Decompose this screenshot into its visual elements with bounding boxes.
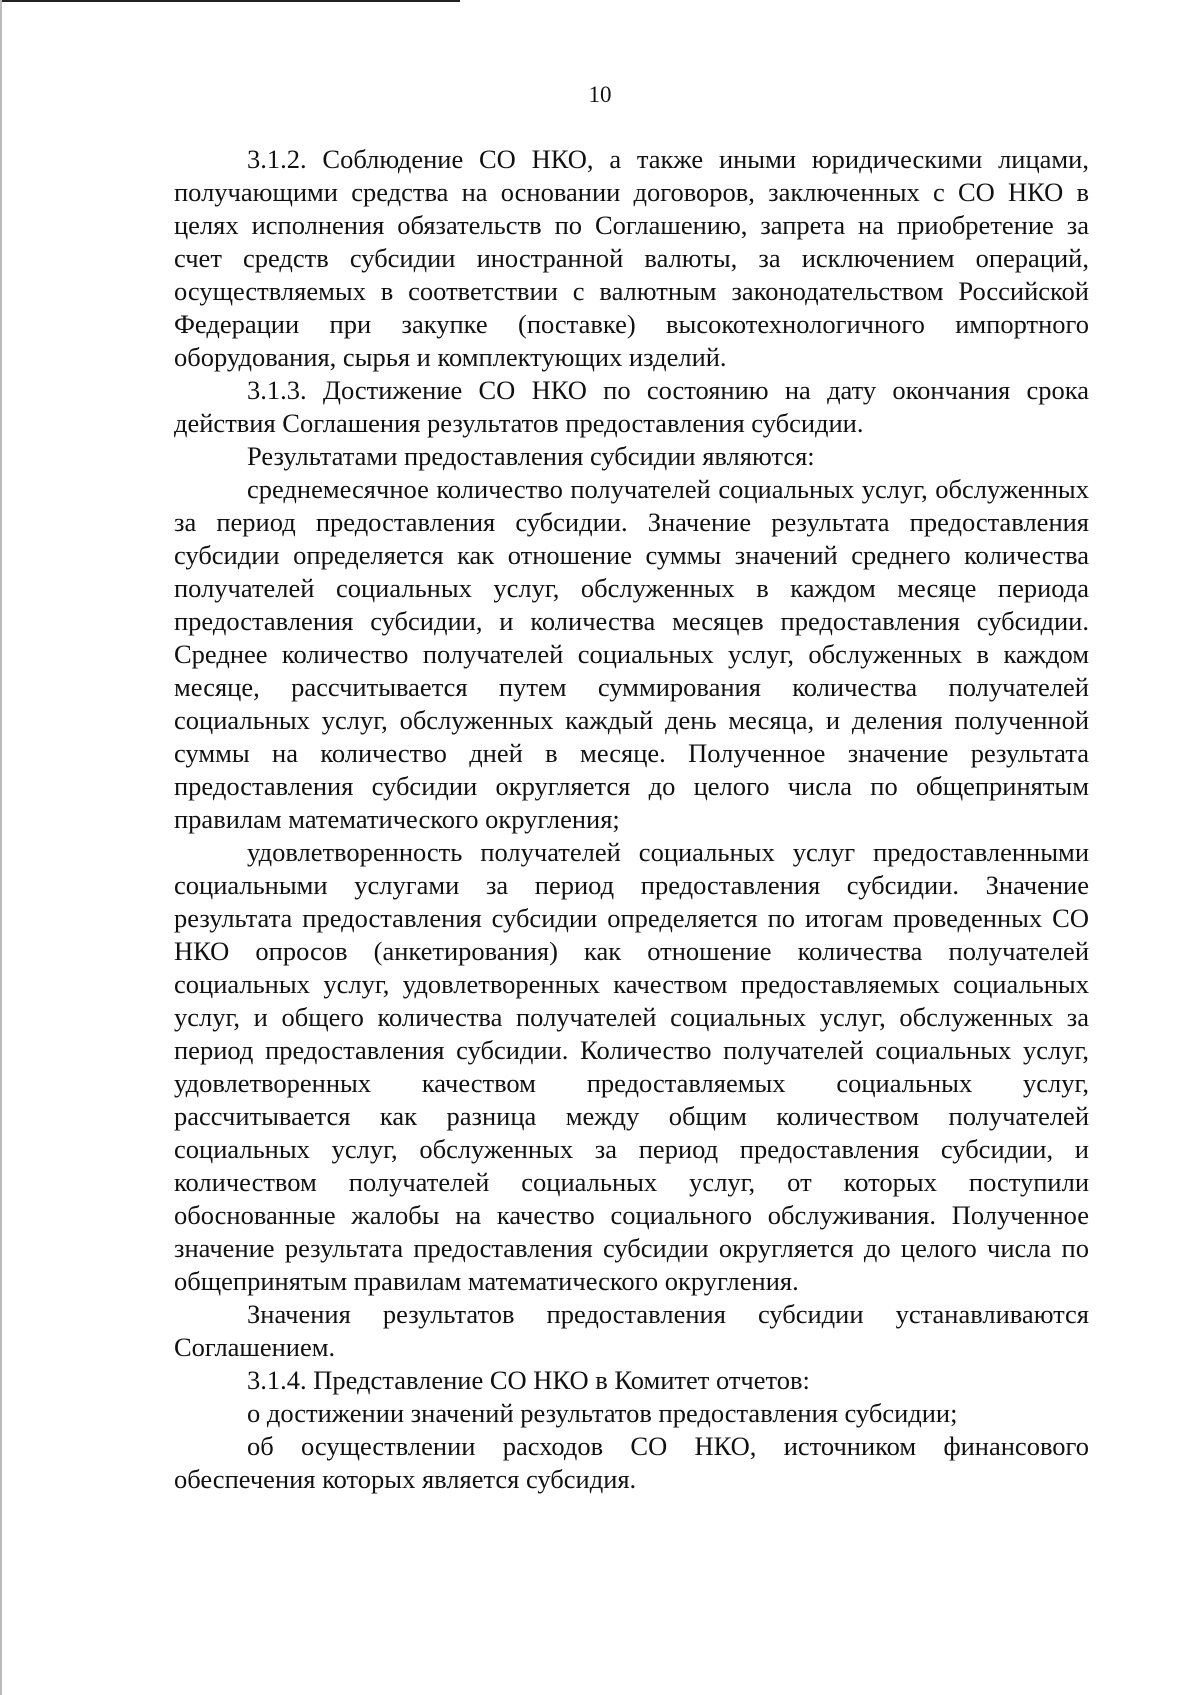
paragraph-3-1-3: 3.1.3. Достижение СО НКО по состоянию на дату окончания срока действия Соглашения результатов предоставления субсидии.: [174, 375, 1089, 438]
paragraph-average-recipients: среднемесячное количество получателей социальных услуг, обслуженных за период предоставления субсидии. Значение результата предоставления субсидии определяется как отношение суммы значений среднего количества получателей социальных услуг, обслуженных в каждом месяце периода предоставления субсидии, и количества месяцев предоставления субсидии. Среднее количество получателей социальных услуг, обслуженных в каждом месяце, рассчитывается путем суммирования количества получателей социальных услуг, обслуженных каждый день месяца, и деления полученной суммы на количество дней в месяце. Полученное значение результата предоставления субсидии округляется до целого числа по общепринятым правилам математического округления;: [174, 474, 1089, 834]
paragraph-values-established: Значения результатов предоставления субсидии устанавливаются Соглашением.: [174, 1299, 1089, 1362]
paragraph-report-expenses: об осуществлении расходов СО НКО, источником финансового обеспечения которых является субсидия.: [174, 1431, 1089, 1494]
paragraph-report-results: о достижении значений результатов предоставления субсидии;: [247, 1398, 958, 1428]
paragraph-results-intro: Результатами предоставления субсидии являются:: [247, 441, 815, 471]
paragraph-3-1-2: 3.1.2. Соблюдение СО НКО, а также иными юридическими лицами, получающими средства на основании договоров, заключенных с СО НКО в целях исполнения обязательств по Соглашению, запрета на приобретение за счет средств субсидии иностранной валюты, за исключением операций, осуществляемых в соответствии с валютным законодательством Российской Федерации при закупке (поставке) высокотехнологичного импортного оборудования, сырья и комплектующих изделий.: [174, 144, 1089, 372]
paragraph-satisfaction: удовлетворенность получателей социальных услуг предоставленными социальными услугами за период предоставления субсидии. Значение результата предоставления субсидии определяется по итогам проведенных СО НКО опросов (анкетирования) как отношение количества получателей социальных услуг, удовлетворенных качеством предоставляемых социальных услуг, и общего количества получателей социальных услуг, обслуженных за период предоставления субсидии. Количество получателей социальных услуг, удовлетворенных качеством предоставляемых социальных услуг, рассчитывается как разница между общим количеством получателей социальных услуг, обслуженных за период предоставления субсидии, и количеством получателей социальных услуг, от которых поступили обоснованные жалобы на качество социального обслуживания. Полученное значение результата предоставления субсидии округляется до целого числа по общепринятым правилам математического округления.: [174, 837, 1089, 1296]
document-body: [174, 143, 1089, 1496]
scan-left-edge: [0, 0, 2, 1695]
paragraph-3-1-4: 3.1.4. Представление СО НКО в Комитет отчетов:: [247, 1365, 810, 1395]
scan-top-edge: [0, 0, 460, 2]
page-number: 10: [588, 82, 612, 107]
